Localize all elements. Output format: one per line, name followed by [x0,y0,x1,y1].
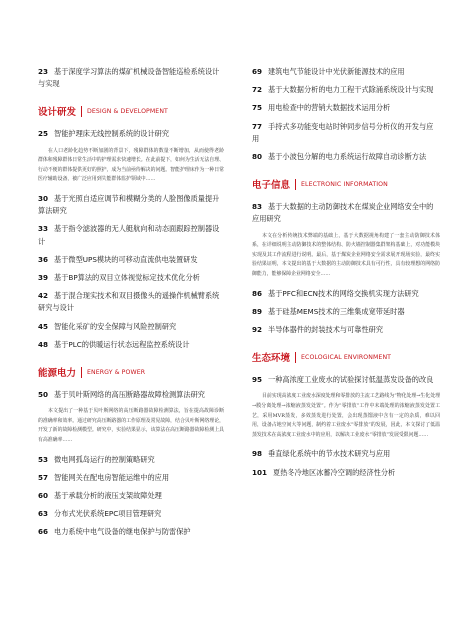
toc-entry[interactable] [252,374,440,386]
toc-entry[interactable] [38,272,224,284]
page-number: 39 [38,273,49,282]
page-number: 45 [38,321,49,331]
page-number: 95 [252,375,263,385]
entry-title: 基于大数据的主动防御技术在煤炭企业网络安全中的应用研究 [252,202,434,224]
entry-title: 基于贝叶斯网络的高压断路器故障检测算法研究 [54,390,205,400]
toc-entry[interactable] [38,193,224,217]
toc-entry[interactable] [38,454,224,466]
page-number: 30 [38,193,49,203]
section-header-ecological [252,350,440,364]
section-title-en: DESIGN & DEVELOPMENT [87,107,168,115]
entry-title: 基于深度学习算法的煤矿机械设备智能巡检系统设计与实现 [38,67,220,89]
entry-title: 基于承载分析的液压支架故障处理 [54,491,162,500]
right-column [252,66,440,485]
entry-title: 分布式光伏系统EPC项目管理研究 [54,509,162,519]
page-number: 25 [38,129,49,139]
section-header-design [38,104,224,118]
page-number: 48 [38,339,49,349]
toc-entry[interactable] [252,448,440,460]
section-title-en: ECOLOGICAL ENVIRONMENT [301,353,392,361]
section-divider [81,106,82,117]
page-number: 42 [38,291,49,301]
toc-entry[interactable] [38,339,224,351]
section-divider [295,179,296,190]
entry-title: 电力系统中电气设备的继电保护与防雷保护 [54,527,191,537]
page-number: 63 [38,509,49,519]
entry-title: 用电检查中的营销大数据技术运用分析 [268,103,391,113]
entry-title: 微电网孤岛运行的控制策略研究 [54,454,155,464]
left-column [38,66,224,545]
toc-entry[interactable] [38,128,224,140]
toc-entry[interactable] [252,324,440,336]
page-number: 23 [38,67,49,76]
toc-entry[interactable] [252,84,440,96]
toc-entry[interactable] [38,526,224,538]
toc-entry[interactable] [252,121,440,145]
entry-title: 智能化采矿的安全保障与风险控制研究 [54,321,177,331]
entry-title: 基于硅基MEMS技术的三维集成宽带延时器 [268,306,405,316]
page-number: 98 [252,449,263,459]
section-header-electronic [252,177,440,191]
entry-title: 基于BP算法的双目立体视觉标定技术优化分析 [54,273,200,282]
page-number: 77 [252,121,263,131]
page-number: 53 [38,454,49,464]
page-number: 50 [38,390,49,400]
page-number: 92 [252,325,263,334]
toc-entry[interactable] [252,288,440,300]
entry-title: 垂直绿化系统中的节水技术研究与应用 [268,449,391,459]
section-title-en: ELECTRONIC INFORMATION [301,180,388,188]
entry-title: 一种高浓度工业废水的试验探讨低温蒸发设备的改良 [268,375,434,385]
entry-title: 基于指令滤波器的无人艇航向和动态面跟踪控制器设计 [38,224,220,246]
toc-entry[interactable] [38,321,224,333]
entry-title: 智能网关在配电房智能运维中的应用 [54,472,170,482]
page-number: 83 [252,202,263,212]
page-number: 36 [38,254,49,264]
toc-entry[interactable] [252,66,440,78]
entry-title: 基于大数据分析的电力工程干式除涌系统设计与实现 [268,85,434,95]
section-divider [81,367,82,378]
toc-entry[interactable] [38,254,224,266]
entry-title: 智能护理床无线控制系统的设计研究 [54,129,170,139]
page-number: 60 [38,491,49,500]
toc-entry[interactable] [38,290,224,314]
entry-title: 半导体器件的封装技术与可靠性研究 [268,325,384,334]
section-title-cn: 设计研发 [38,107,77,119]
toc-entry[interactable] [38,66,224,90]
toc-entry[interactable] [252,306,440,318]
page-number: 101 [252,467,268,477]
toc-entry[interactable] [38,223,224,247]
toc-entry[interactable] [38,508,224,520]
entry-title: 基于微型UPS模块的可移动直流供电装置研发 [54,254,198,264]
section-title-cn: 能源电力 [38,368,77,380]
entry-abstract: 本文在分析传统技术弊端的基础上，基于大数据视角构建了一套主动防御技术体系，在详细说明主动防御技术的整体结构、防火墙控制器集群架构基础上，对功能模块实现及其工作流程进行说明。最后，基于煤炭企业网络安全需求展开现场实验，最终实验结果证明，本文提出的基于大数据的主动防御技术具有可行性，具有较理想的网络防御能力，能够保障企业网络安全…… [252,232,440,277]
page-number: 66 [38,527,49,537]
entry-title: 基于PFC和ECN技术的网络交换机实现方法研究 [268,288,419,298]
entry-abstract: 在人口老龄化趋势不断加剧的背景下，残障群体的数量不断增加，从而使得老龄群体和残障群体日常生活中的护理需求快速增长。在此前提下，如何为生活无法自理、行动不便的群体提供更好的照护，成为当前亟待解决的问题。智能护理床作为一种日常医疗辅助设备，被广泛应用到失能群体监护领域中…… [38,147,224,183]
toc-entry[interactable] [38,490,224,502]
toc-entry[interactable] [252,467,440,479]
section-divider [295,352,296,363]
entry-title: 夏热冬冷地区冰蓄冷空调的经济性分析 [273,467,396,477]
entry-title: 手持式多功能变电站时钟同步信号分析仪的开发与应用 [252,121,434,143]
section-title-cn: 生态环境 [252,353,291,365]
page-number: 80 [252,152,263,162]
toc-entry[interactable] [38,472,224,484]
entry-title: 基于PLC的供暖运行状态远程监控系统设计 [54,339,190,349]
page-number: 69 [252,67,263,76]
page-number: 33 [38,224,49,234]
entry-abstract: 目前实现高浓度工业废水深度处理和零排放的主流工艺路线为“物化处理→生化处理→膜分离处理→浓缩液蒸发处置”。作为“零排放”工作中末端处理的浓缩液蒸发处置工艺，采用MVR蒸发，多效蒸发进行处置，会出现蒸馏液中含有一定的杂质，难以回用，设备占地空间大等问题，制约着工业废水“零排放”的发展，因此，本文探讨了低温蒸发技术在高浓度工业废水中的应用，以解决工业废水“零排放”发展受限问题…… [252,393,440,438]
toc-entry[interactable] [252,201,440,225]
section-header-energy [38,365,224,379]
page-number: 57 [38,472,49,482]
section-title-en: ENERGY & POWER [87,368,146,376]
page-number: 72 [252,85,263,95]
entry-abstract: 本文提出了一种基于贝叶斯网络的高压断路器故障检测算法，旨在提高故障诊断的准确率和效率。通过研究高压断路器的工作原理及常见故障，结合贝叶斯网络理论，开发了新的故障检测模型。研究中，实验结果显示，该算法在高压断路器故障检测上具有高准确率…… [38,408,224,443]
toc-entry[interactable] [38,389,224,401]
entry-title: 建筑电气节能设计中光伏新能源技术的应用 [268,67,405,76]
toc-entry[interactable] [252,151,440,163]
page-number: 86 [252,288,263,298]
toc-entry[interactable] [252,102,440,114]
entry-title: 基于小波包分解的电力系统运行故障自动诊断方法 [268,152,427,162]
entry-title: 基于混合现实技术和双目摄像头的遥操作机械臂系统研究与设计 [38,291,220,313]
page-number: 89 [252,306,263,316]
section-title-cn: 电子信息 [252,180,291,192]
page-number: 75 [252,103,263,113]
entry-title: 基于光照自适应调节和模糊分类的人脸图像质量提升算法研究 [38,193,220,216]
